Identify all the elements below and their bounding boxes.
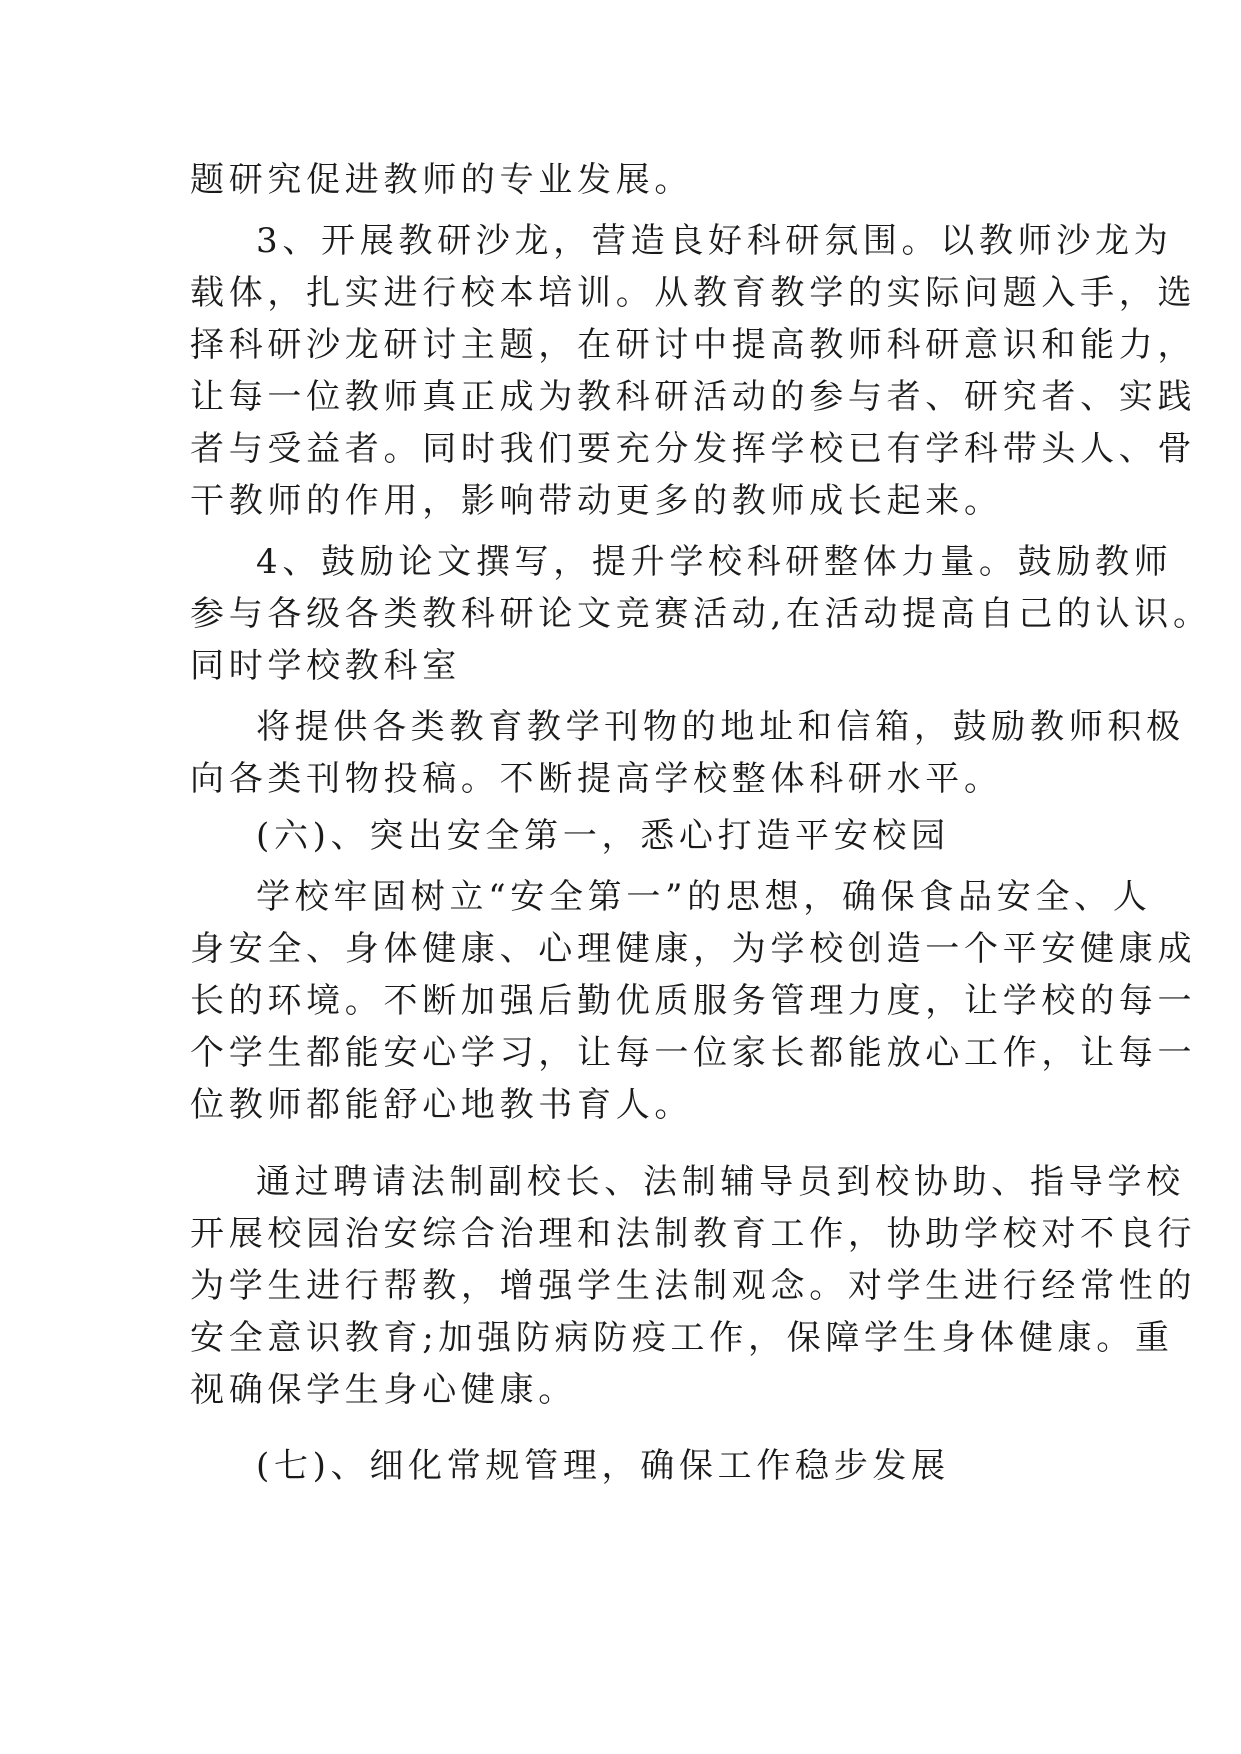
text-line: 参与各级各类教科研论文竞赛活动,在活动提高自己的认识。 — [190, 594, 1212, 634]
text-line: 向各类刊物投稿。不断提高学校整体科研水平。 — [190, 759, 1003, 799]
text-line: 载体，扎实进行校本培训。从教育教学的实际问题入手，选 — [190, 273, 1197, 313]
text-line: 长的环境。不断加强后勤优质服务管理力度，让学校的每一 — [190, 981, 1197, 1021]
text-line: 将提供各类教育教学刊物的地址和信箱，鼓励教师积极 — [256, 707, 1185, 747]
text-line: 个学生都能安心学习，让每一位家长都能放心工作，让每一 — [190, 1033, 1197, 1073]
text-line: 位教师都能舒心地教书育人。 — [190, 1085, 694, 1125]
section-heading: (七)、细化常规管理，确保工作稳步发展 — [256, 1446, 950, 1486]
section-heading: (六)、突出安全第一，悉心打造平安校园 — [256, 816, 950, 856]
text-line: 为学生进行帮教，增强学生法制观念。对学生进行经常性的 — [190, 1266, 1197, 1306]
text-line: 让每一位教师真正成为教科研活动的参与者、研究者、实践 — [190, 377, 1197, 417]
text-line: 视确保学生身心健康。 — [190, 1370, 577, 1410]
text-line: 题研究促进教师的专业发展。 — [190, 160, 694, 200]
text-line: 3、开展教研沙龙，营造良好科研氛围。以教师沙龙为 — [256, 221, 1173, 261]
text-line: 择科研沙龙研讨主题，在研讨中提高教师科研意识和能力， — [190, 325, 1197, 365]
text-line: 安全意识教育;加强防病防疫工作，保障学生身体健康。重 — [190, 1318, 1174, 1358]
text-line: 者与受益者。同时我们要充分发挥学校已有学科带头人、骨 — [190, 429, 1197, 469]
text-line: 学校牢固树立“安全第一”的思想，确保食品安全、人 — [256, 877, 1152, 917]
text-line: 同时学校教科室 — [190, 646, 461, 686]
text-line: 4、鼓励论文撰写，提升学校科研整体力量。鼓励教师 — [256, 542, 1173, 582]
text-line: 身安全、身体健康、心理健康，为学校创造一个平安健康成 — [190, 929, 1197, 969]
text-line: 开展校园治安综合治理和法制教育工作，协助学校对不良行 — [190, 1214, 1197, 1254]
text-line: 通过聘请法制副校长、法制辅导员到校协助、指导学校 — [256, 1162, 1185, 1202]
text-line: 干教师的作用，影响带动更多的教师成长起来。 — [190, 481, 1003, 521]
